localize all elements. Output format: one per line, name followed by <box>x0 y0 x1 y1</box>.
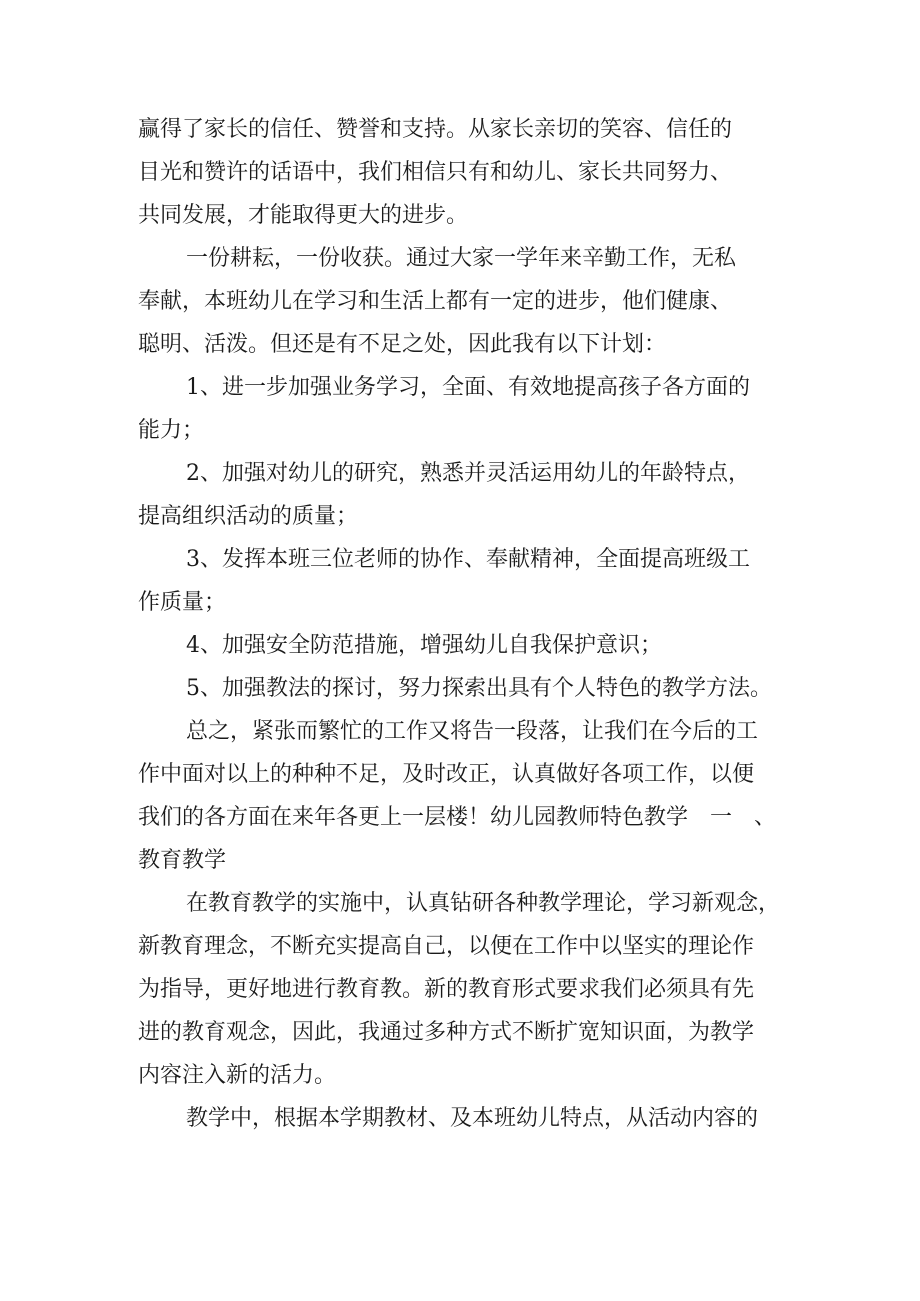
list-item-text: 能力； <box>138 418 205 443</box>
text-line: 为指导，更好地进行教育教。新的教育形式要求我们必须具有先 <box>138 977 755 1002</box>
text-line: 目光和赞许的话语中，我们相信只有和幼儿、家长共同努力、 <box>138 160 733 185</box>
text-line: 共同发展，才能取得更大的进步。 <box>138 203 469 228</box>
text-line: 总之，紧张而繁忙的工作又将告一段落，让我们在今后的工 <box>186 719 759 744</box>
text-line: 进的教育观念，因此，我通过多种方式不断扩宽知识面，为教学 <box>138 1020 755 1045</box>
text-line: 赢得了家长的信任、赞誉和支持。从家长亲切的笑容、信任的 <box>138 117 733 142</box>
text-line: 聪明、活泼。但还是有不足之处，因此我有以下计划： <box>138 332 667 357</box>
list-item-text: 3、发挥本班三位老师的协作、奉献精神，全面提高班级工 <box>186 547 750 572</box>
list-item-text: 作质量； <box>138 590 227 615</box>
document-body <box>138 108 798 1140</box>
list-item-text: 5、加强教法的探讨，努力探索出具有个人特色的教学方法。 <box>186 676 772 701</box>
text-line: 在教育教学的实施中，认真钻研各种教学理论，学习新观念， <box>186 891 781 916</box>
list-item-text: 1、进一步加强业务学习，全面、有效地提高孩子各方面的 <box>186 375 750 400</box>
text-line: 我们的各方面在来年各更上一层楼！幼儿园教师特色教学 一 、 <box>138 805 777 830</box>
text-line: 奉献，本班幼儿在学习和生活上都有一定的进步，他们健康、 <box>138 289 733 314</box>
text-line: 内容注入新的活力。 <box>138 1063 337 1088</box>
list-item-text: 提高组织活动的质量； <box>138 504 359 529</box>
text-line: 作中面对以上的种种不足，及时改正，认真做好各项工作，以便 <box>138 762 755 787</box>
section-heading: 教育教学 <box>138 848 227 873</box>
list-item-text: 2、加强对幼儿的研究，熟悉并灵活运用幼儿的年龄特点， <box>186 461 750 486</box>
text-line: 教学中，根据本学期教材、及本班幼儿特点，从活动内容的 <box>186 1106 759 1131</box>
text-line: 一份耕耘，一份收获。通过大家一学年来辛勤工作，无私 <box>186 246 737 271</box>
list-item-text: 4、加强安全防范措施，增强幼儿自我保护意识； <box>186 633 662 658</box>
text-line: 新教育理念，不断充实提高自己，以便在工作中以坚实的理论作 <box>138 934 755 959</box>
